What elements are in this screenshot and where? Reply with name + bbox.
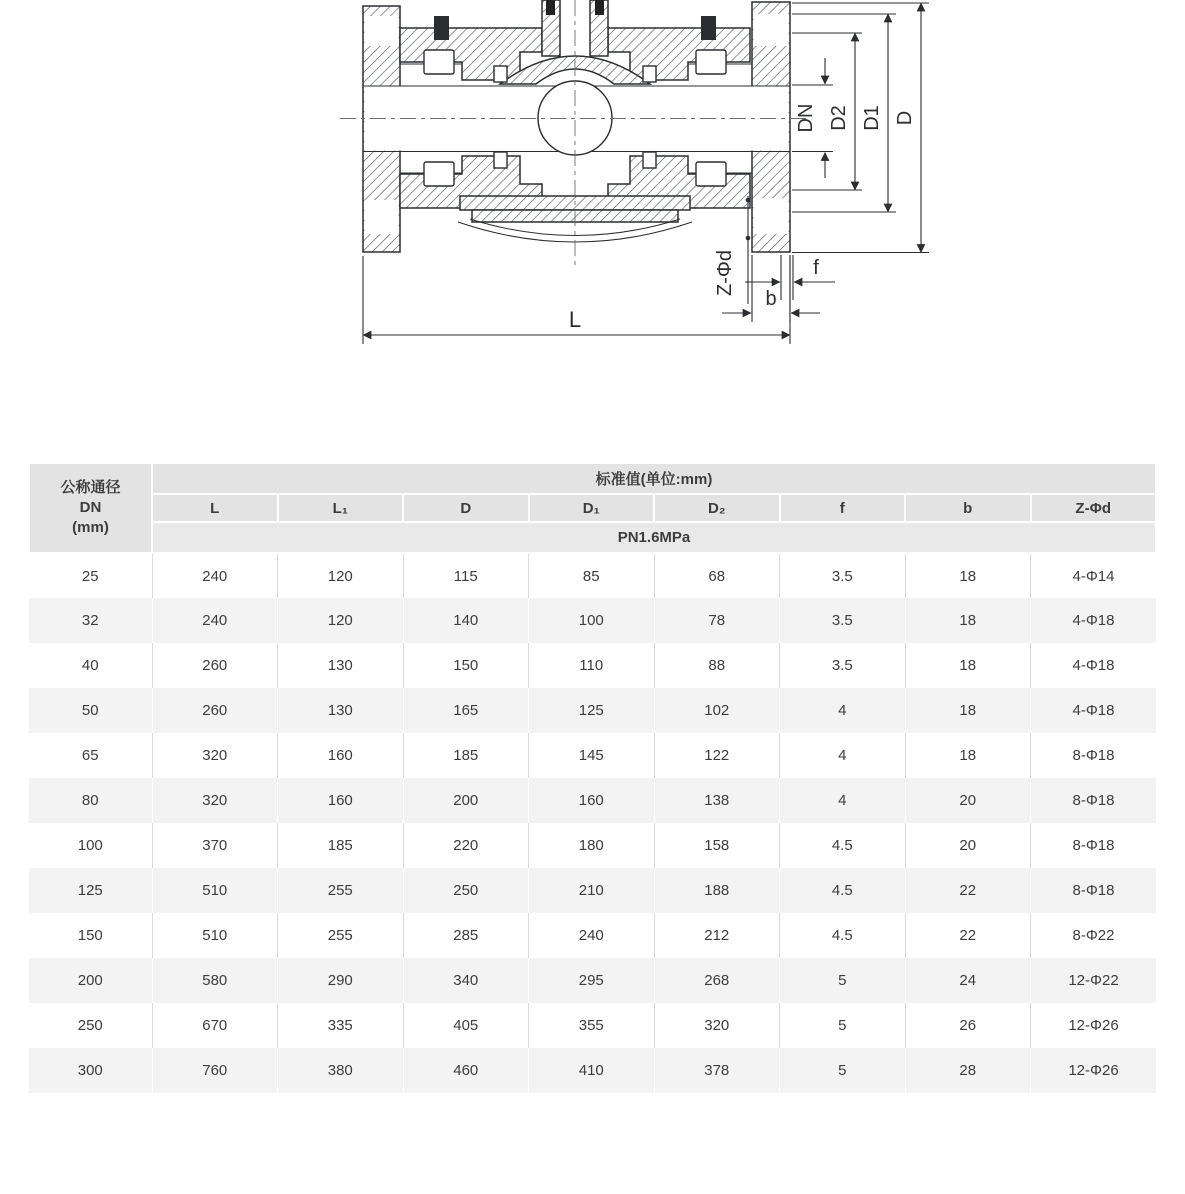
value-cell: 122	[654, 733, 780, 778]
group-header-row	[29, 463, 1156, 494]
value-cell: 185	[278, 823, 404, 868]
dn-cell: 300	[29, 1048, 152, 1093]
value-cell: 110	[529, 643, 655, 688]
valve-drawing-area	[0, 0, 1185, 460]
value-cell: 185	[403, 733, 529, 778]
value-cell: 240	[152, 598, 278, 643]
column-header: D₁	[529, 494, 655, 522]
value-cell: 4	[780, 688, 906, 733]
value-cell: 140	[403, 598, 529, 643]
dn-cell: 40	[29, 643, 152, 688]
value-cell: 4-Φ18	[1031, 688, 1157, 733]
value-cell: 3.5	[780, 643, 906, 688]
table-row	[29, 868, 1156, 913]
cap-bolt-right-top	[696, 50, 726, 74]
value-cell: 18	[905, 598, 1031, 643]
value-cell: 28	[905, 1048, 1031, 1093]
value-cell: 250	[403, 868, 529, 913]
value-cell: 130	[278, 688, 404, 733]
value-cell: 355	[529, 1003, 655, 1048]
column-header: Z-Φd	[1031, 494, 1157, 522]
value-cell: 18	[905, 553, 1031, 598]
dim-label-dn: DN	[795, 103, 817, 133]
dim-label-l: L	[568, 307, 582, 332]
column-header: f	[780, 494, 906, 522]
value-cell: 12-Φ26	[1031, 1048, 1157, 1093]
cap-bolt-left-top	[424, 50, 454, 74]
value-cell: 260	[152, 643, 278, 688]
dim-label-d2: D2	[828, 105, 850, 131]
value-cell: 760	[152, 1048, 278, 1093]
table-row	[29, 913, 1156, 958]
value-cell: 12-Φ26	[1031, 1003, 1157, 1048]
value-cell: 8-Φ18	[1031, 823, 1157, 868]
value-cell: 670	[152, 1003, 278, 1048]
valve-cross-section-drawing	[0, 0, 1185, 460]
value-cell: 12-Φ22	[1031, 958, 1157, 1003]
value-cell: 4-Φ18	[1031, 643, 1157, 688]
dn-cell: 200	[29, 958, 152, 1003]
corner-line-3: (mm)	[72, 519, 109, 537]
value-cell: 510	[152, 913, 278, 958]
value-cell: 580	[152, 958, 278, 1003]
value-cell: 3.5	[780, 553, 906, 598]
cap-bolt-left-bottom	[424, 162, 454, 186]
value-cell: 4	[780, 733, 906, 778]
value-cell: 335	[278, 1003, 404, 1048]
value-cell: 115	[403, 553, 529, 598]
value-cell: 18	[905, 688, 1031, 733]
spec-table-area	[28, 462, 1157, 1093]
value-cell: 268	[654, 958, 780, 1003]
value-cell: 370	[152, 823, 278, 868]
column-header: D₂	[654, 494, 780, 522]
dim-label-d1: D1	[861, 105, 883, 131]
dim-label-d: D	[894, 110, 916, 126]
value-cell: 88	[654, 643, 780, 688]
value-cell: 320	[152, 733, 278, 778]
value-cell: 20	[905, 778, 1031, 823]
dn-cell: 25	[29, 553, 152, 598]
dn-cell: 32	[29, 598, 152, 643]
pressure-row	[29, 522, 1156, 553]
value-cell: 165	[403, 688, 529, 733]
value-cell: 210	[529, 868, 655, 913]
value-cell: 180	[529, 823, 655, 868]
value-cell: 125	[529, 688, 655, 733]
value-cell: 8-Φ18	[1031, 778, 1157, 823]
table-row	[29, 1048, 1156, 1093]
corner-header	[29, 463, 152, 553]
table-row	[29, 643, 1156, 688]
cap-bolt-right-bottom	[696, 162, 726, 186]
value-cell: 4-Φ14	[1031, 553, 1157, 598]
value-cell: 8-Φ18	[1031, 733, 1157, 778]
table-row	[29, 1003, 1156, 1048]
value-cell: 68	[654, 553, 780, 598]
dim-label-b: b	[765, 288, 777, 310]
stem-bolt-right	[595, 0, 604, 15]
value-cell: 4.5	[780, 913, 906, 958]
value-cell: 255	[278, 913, 404, 958]
value-cell: 285	[403, 913, 529, 958]
column-header: D	[403, 494, 529, 522]
value-cell: 290	[278, 958, 404, 1003]
value-cell: 26	[905, 1003, 1031, 1048]
group-header: 标准值(单位:mm)	[152, 463, 1156, 494]
value-cell: 85	[529, 553, 655, 598]
value-cell: 5	[780, 958, 906, 1003]
dn-cell: 65	[29, 733, 152, 778]
column-header: L₁	[278, 494, 404, 522]
table-row	[29, 553, 1156, 598]
value-cell: 100	[529, 598, 655, 643]
value-cell: 158	[654, 823, 780, 868]
value-cell: 220	[403, 823, 529, 868]
pressure-header: PN1.6MPa	[152, 522, 1156, 553]
value-cell: 378	[654, 1048, 780, 1093]
corner-line-1: 公称通径	[60, 478, 121, 496]
table-row	[29, 823, 1156, 868]
dim-label-f: f	[813, 257, 819, 279]
table-row	[29, 778, 1156, 823]
value-cell: 295	[529, 958, 655, 1003]
value-cell: 260	[152, 688, 278, 733]
value-cell: 340	[403, 958, 529, 1003]
value-cell: 22	[905, 868, 1031, 913]
value-cell: 240	[152, 553, 278, 598]
value-cell: 18	[905, 643, 1031, 688]
value-cell: 4.5	[780, 823, 906, 868]
value-cell: 255	[278, 868, 404, 913]
spec-table	[28, 462, 1157, 1093]
value-cell: 130	[278, 643, 404, 688]
value-cell: 410	[529, 1048, 655, 1093]
dim-label-z-phid: Z-Φd	[714, 250, 736, 296]
dn-cell: 150	[29, 913, 152, 958]
value-cell: 212	[654, 913, 780, 958]
value-cell: 8-Φ18	[1031, 868, 1157, 913]
value-cell: 5	[780, 1003, 906, 1048]
value-cell: 4.5	[780, 868, 906, 913]
dn-cell: 50	[29, 688, 152, 733]
value-cell: 120	[278, 598, 404, 643]
value-cell: 320	[654, 1003, 780, 1048]
value-cell: 188	[654, 868, 780, 913]
dn-cell: 80	[29, 778, 152, 823]
value-cell: 78	[654, 598, 780, 643]
table-body	[29, 553, 1156, 1093]
value-cell: 3.5	[780, 598, 906, 643]
value-cell: 460	[403, 1048, 529, 1093]
table-row	[29, 688, 1156, 733]
value-cell: 160	[278, 733, 404, 778]
value-cell: 102	[654, 688, 780, 733]
corner-line-2: DN	[79, 498, 102, 516]
value-cell: 405	[403, 1003, 529, 1048]
value-cell: 240	[529, 913, 655, 958]
table-row	[29, 733, 1156, 778]
cap-bolt-dark-left	[434, 16, 449, 40]
column-header: b	[905, 494, 1031, 522]
value-cell: 8-Φ22	[1031, 913, 1157, 958]
dn-cell: 250	[29, 1003, 152, 1048]
value-cell: 120	[278, 553, 404, 598]
value-cell: 138	[654, 778, 780, 823]
columns-row	[29, 494, 1156, 522]
column-header: L	[152, 494, 278, 522]
value-cell: 380	[278, 1048, 404, 1093]
value-cell: 145	[529, 733, 655, 778]
cap-bolt-dark-right	[701, 16, 716, 40]
value-cell: 150	[403, 643, 529, 688]
dn-cell: 125	[29, 868, 152, 913]
value-cell: 18	[905, 733, 1031, 778]
table-row	[29, 598, 1156, 643]
value-cell: 160	[278, 778, 404, 823]
value-cell: 320	[152, 778, 278, 823]
value-cell: 24	[905, 958, 1031, 1003]
value-cell: 200	[403, 778, 529, 823]
value-cell: 160	[529, 778, 655, 823]
value-cell: 510	[152, 868, 278, 913]
value-cell: 20	[905, 823, 1031, 868]
valve-body	[340, 0, 808, 268]
stem-bolt-left	[546, 0, 555, 15]
value-cell: 4-Φ18	[1031, 598, 1157, 643]
value-cell: 4	[780, 778, 906, 823]
table-row	[29, 958, 1156, 1003]
value-cell: 22	[905, 913, 1031, 958]
dn-cell: 100	[29, 823, 152, 868]
value-cell: 5	[780, 1048, 906, 1093]
